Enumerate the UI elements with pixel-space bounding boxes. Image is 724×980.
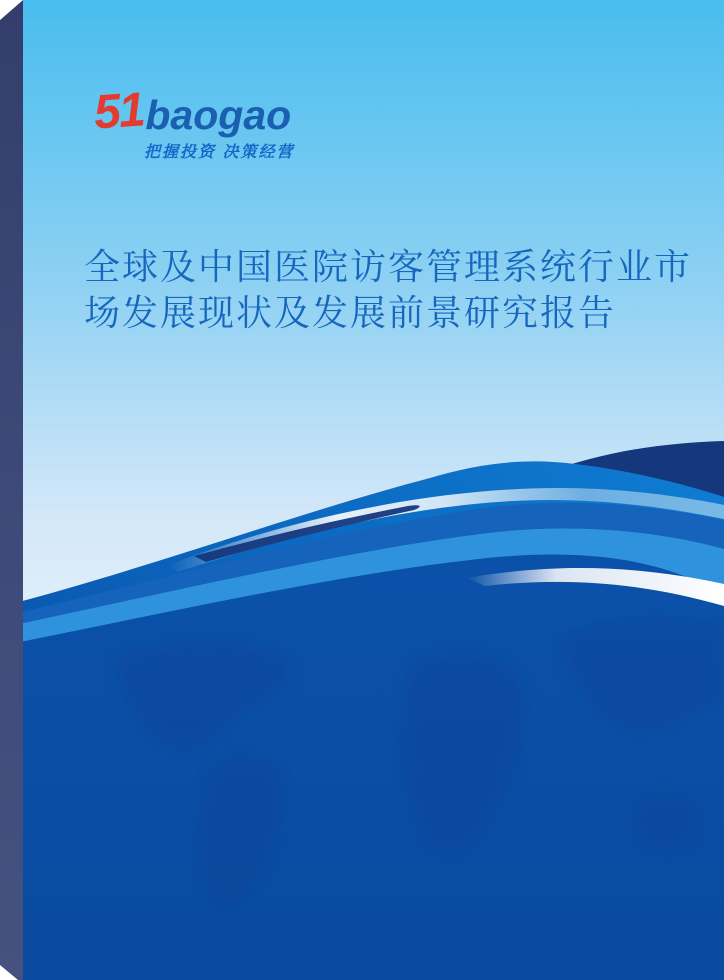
logo [92, 83, 295, 162]
report-title [84, 244, 693, 336]
book-spine [0, 0, 23, 980]
report-title-line-1: 全球及中国医院访客管理系统行业市 [84, 246, 693, 287]
logo-wordmark [92, 83, 294, 140]
logo-tagline: 把握投资 决策经营 [144, 144, 295, 161]
logo-brand-name: baogao [145, 92, 292, 138]
logo-51-mark: 51 [92, 83, 146, 140]
report-title-line-2: 场发展现状及发展前景研究报告 [84, 292, 617, 333]
